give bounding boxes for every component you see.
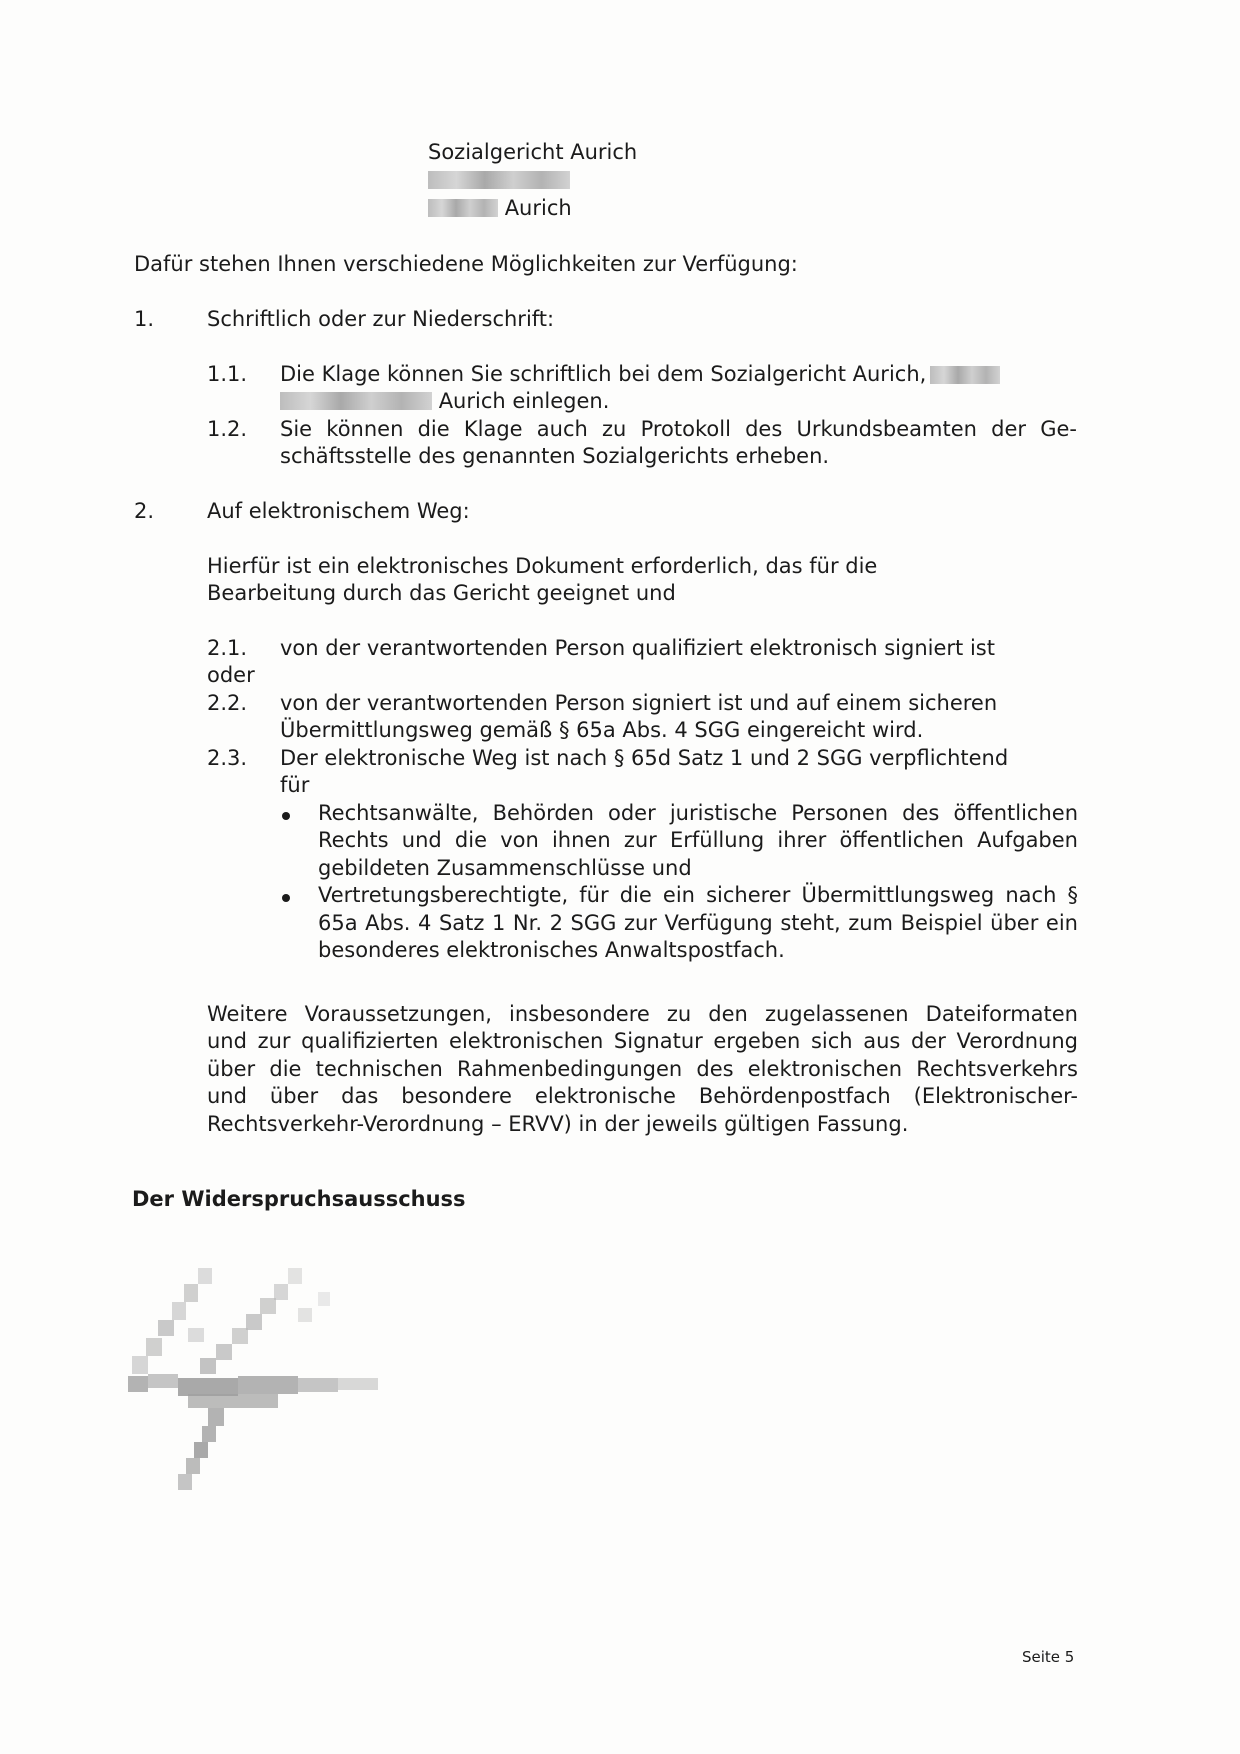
further-line1: Weitere Voraussetzungen, insbesondere zu den zugelassenen Dateiformaten — [207, 1002, 1078, 1026]
bullet-2-line3: besonderes elektronisches Anwaltspostfach. — [318, 938, 785, 962]
section1-title: Schriftlich oder zur Niederschrift: — [207, 307, 555, 331]
section2-para-line1: Hierfür ist ein elektronisches Dokument erforderlich, das für die — [207, 554, 878, 578]
redacted-address — [280, 392, 432, 410]
item-1-1-line1: Die Klage können Sie schriftlich bei dem Sozialgericht Aurich, — [280, 360, 1000, 388]
signoff-title: Der Widerspruchsausschuss — [132, 1187, 466, 1211]
item-1-1-number: 1.1. — [207, 362, 248, 386]
bullet-1-line1: Rechtsanwälte, Behörden oder juristische Personen des öffentlichen — [318, 801, 1078, 825]
further-line4: und über das besondere elektronische Behördenpostfach (Elektronischer- — [207, 1084, 1078, 1108]
item-2-1-number: 2.1. — [207, 636, 248, 660]
redacted-street — [428, 166, 570, 194]
item-1-2-number: 1.2. — [207, 417, 248, 441]
section1-number: 1. — [134, 307, 155, 331]
section2-number: 2. — [134, 499, 155, 523]
section2-title: Auf elektronischem Weg: — [207, 499, 470, 523]
page-number: Seite 5 — [1022, 1648, 1075, 1666]
bullet-1 — [282, 812, 290, 820]
item-1-1-line2: Aurich einlegen. — [280, 387, 609, 415]
bullet-2-line1: Vertretungsberechtigte, für die ein sicherer Übermittlungsweg nach § — [318, 883, 1078, 907]
bullet-1-line3: gebildeten Zusammenschlüsse und — [318, 856, 692, 880]
section2-para-line2: Bearbeitung durch das Gericht geeignet und — [207, 581, 676, 605]
further-line2: und zur qualifizierten elektronischen Signatur ergeben sich aus der Verordnung — [207, 1029, 1078, 1053]
item-2-1-oder: oder — [207, 663, 255, 687]
court-name: Sozialgericht Aurich — [428, 140, 638, 164]
court-city: Aurich — [504, 196, 572, 220]
bullet-2-line2: 65a Abs. 4 Satz 1 Nr. 2 SGG zur Verfügung steht, zum Beispiel über ein — [318, 911, 1078, 935]
intro-text: Dafür stehen Ihnen verschiedene Möglichkeiten zur Verfügung: — [134, 252, 798, 276]
item-1-2-line1: Sie können die Klage auch zu Protokoll des Urkundsbeamten der Ge- — [280, 417, 1077, 441]
item-2-2-number: 2.2. — [207, 691, 248, 715]
item-2-3-line1: Der elektronische Weg ist nach § 65d Satz 1 und 2 SGG verpflichtend — [280, 746, 1009, 770]
item-1-2-line2: schäftsstelle des genannten Sozialgerichts erheben. — [280, 444, 830, 468]
item-2-2-line1: von der verantwortenden Person signiert ist und auf einem sicheren — [280, 691, 998, 715]
bullet-1-line2: Rechts und die von ihnen zur Erfüllung ihrer öffentlichen Aufgaben — [318, 828, 1078, 852]
redacted-postcode — [428, 199, 498, 217]
redacted-address — [930, 366, 1000, 384]
court-city-line — [428, 194, 572, 222]
further-line5: Rechtsverkehr-Verordnung – ERVV) in der jeweils gültigen Fassung. — [207, 1112, 909, 1136]
item-2-3-number: 2.3. — [207, 746, 248, 770]
further-line3: über die technischen Rahmenbedingungen des elektronischen Rechtsverkehrs — [207, 1057, 1078, 1081]
signature-image — [128, 1268, 388, 1508]
item-2-3-line2: für — [280, 773, 310, 797]
item-2-1-line1: von der verantwortenden Person qualifiziert elektronisch signiert ist — [280, 636, 995, 660]
bullet-2 — [282, 894, 290, 902]
item-2-2-line2: Übermittlungsweg gemäß § 65a Abs. 4 SGG eingereicht wird. — [280, 718, 924, 742]
